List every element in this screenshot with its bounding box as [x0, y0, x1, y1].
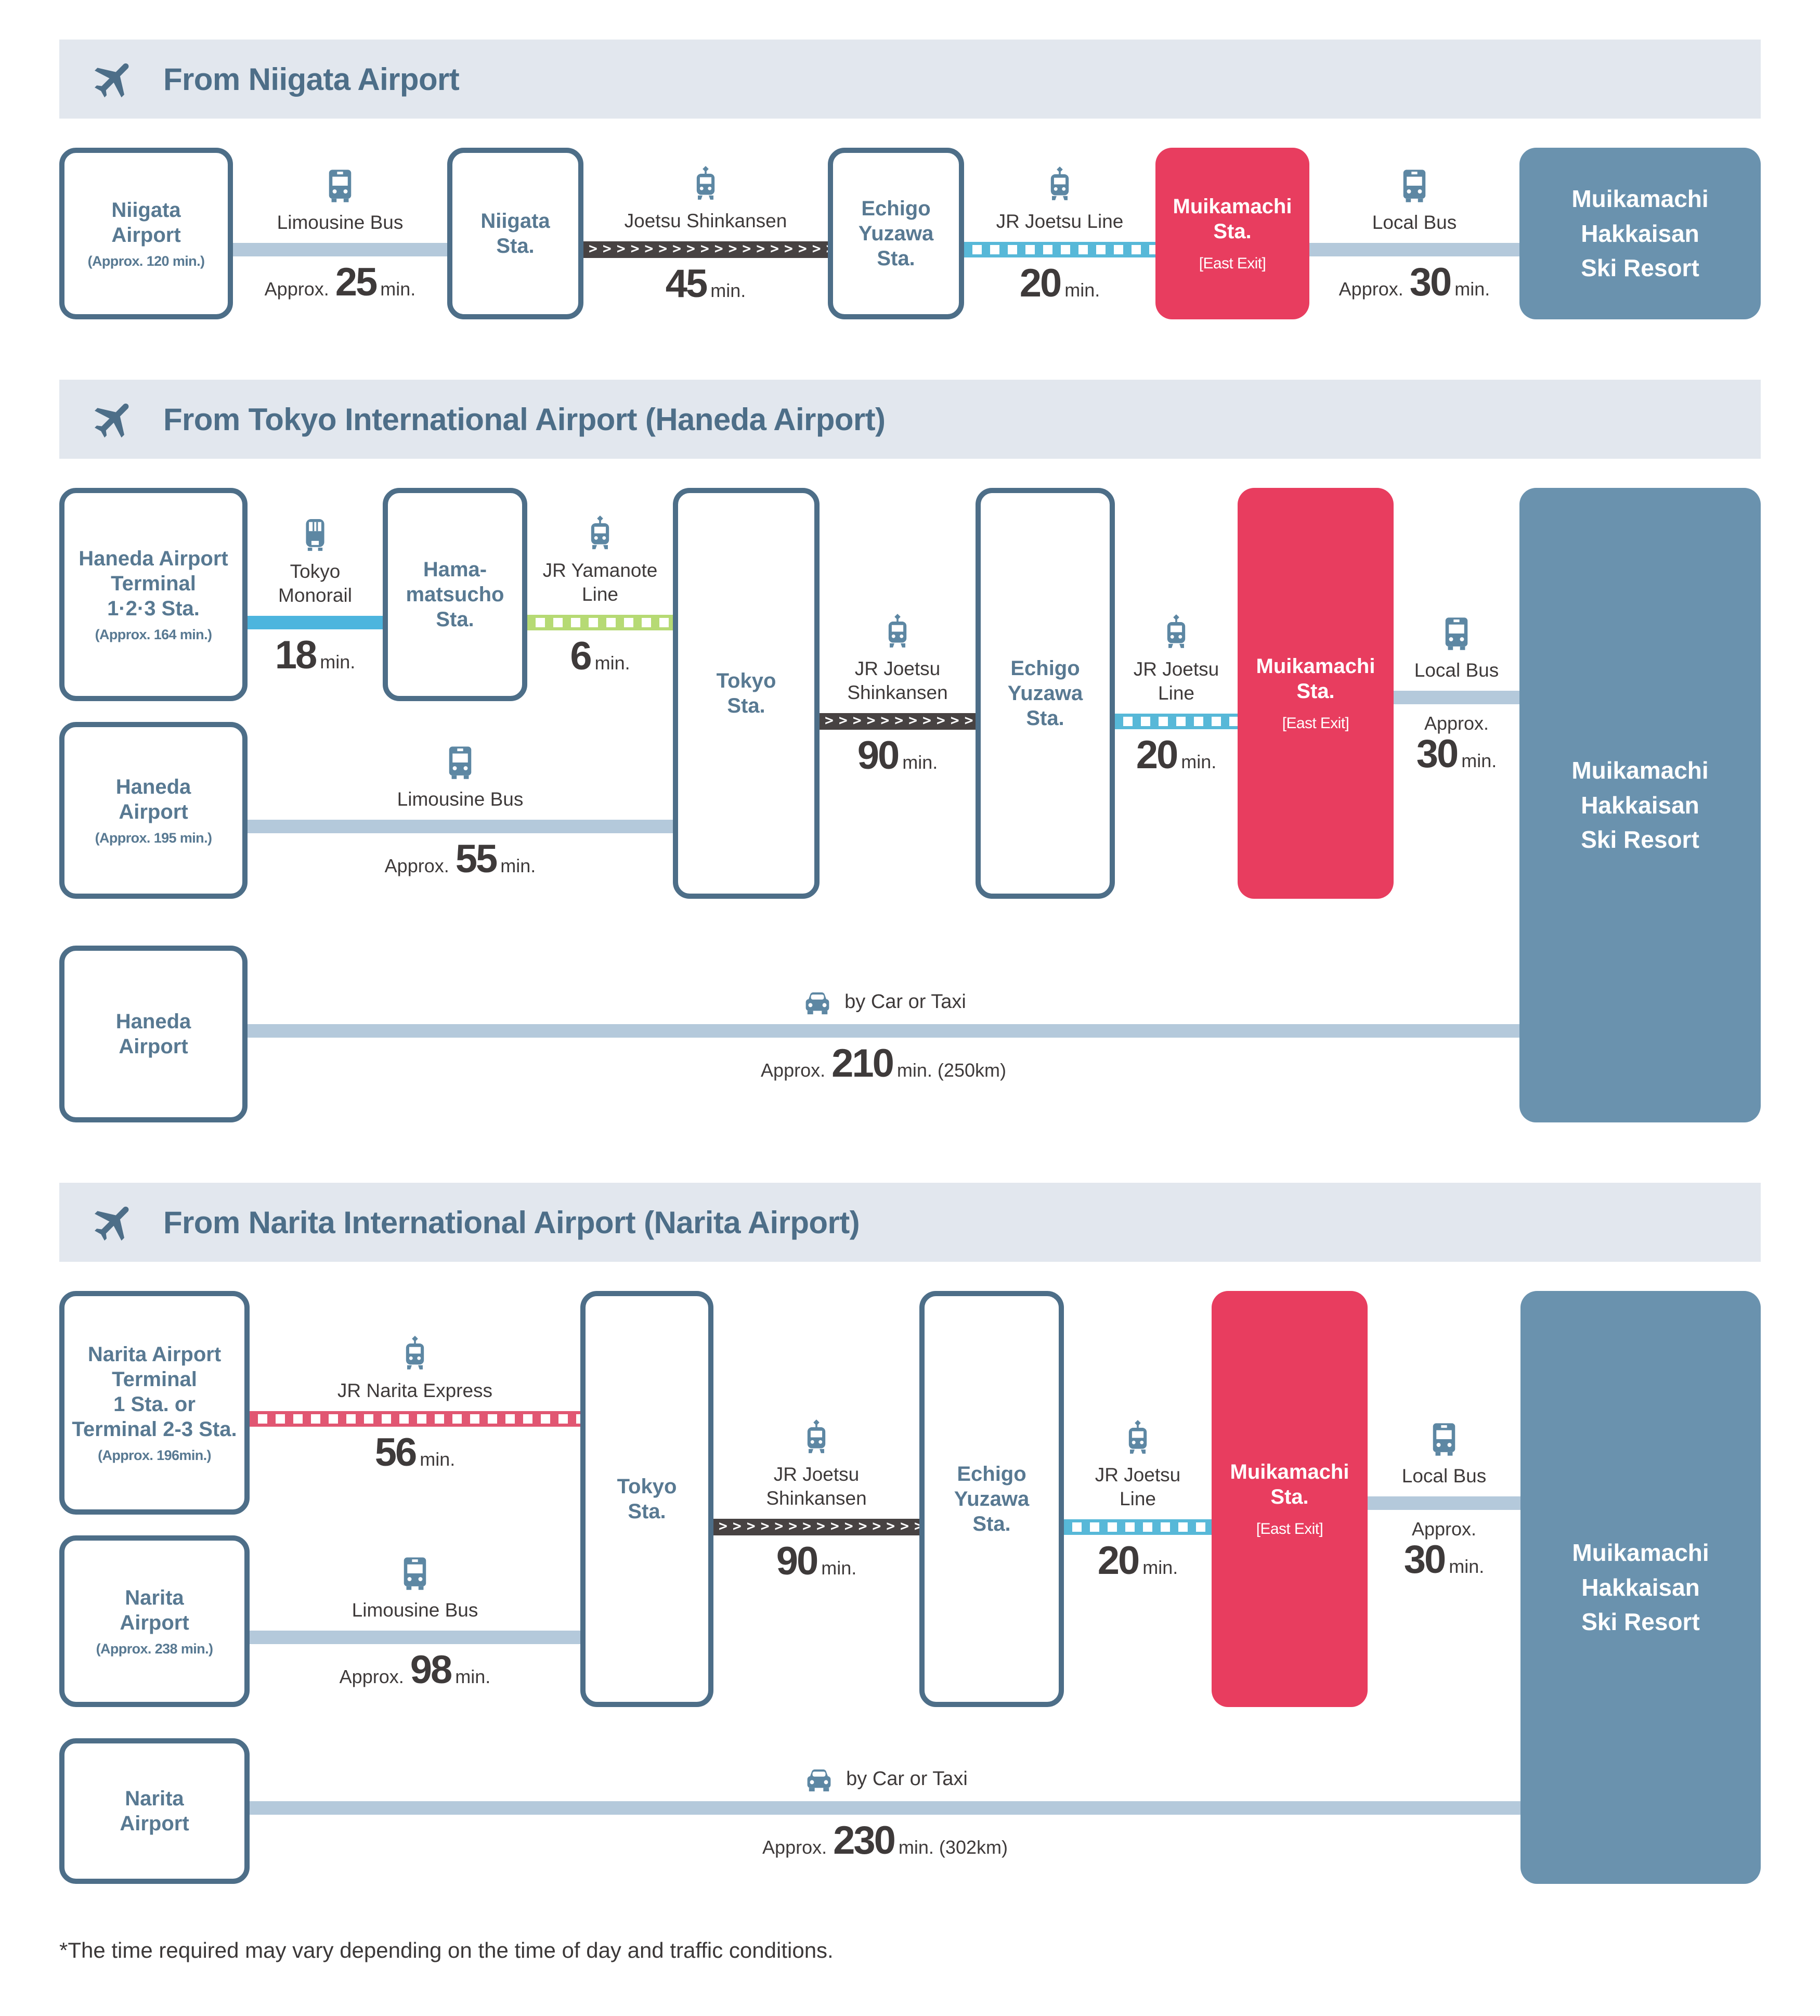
route-line-bus: [1368, 1496, 1520, 1510]
destination-name: Hakkaisan: [1581, 1573, 1700, 1601]
station-name: Sta.: [972, 1513, 1011, 1535]
time-unit: min.: [380, 278, 416, 300]
station-name: Haneda: [115, 775, 191, 798]
time-unit: min.: [455, 1665, 491, 1687]
segment-time: [570, 634, 630, 679]
time-unit: min.: [1454, 278, 1490, 300]
time-approx: Approx.: [761, 1059, 826, 1081]
time-value: 20: [1019, 261, 1061, 305]
station-box-echigo-yuzawa: [828, 148, 964, 319]
segment-local-bus: [1394, 488, 1519, 899]
segment-time: [1019, 261, 1100, 305]
station-note: (Approx. 196min.): [98, 1447, 211, 1463]
airplane-icon: [90, 395, 138, 443]
segment-time: [384, 836, 536, 881]
segment-limousine-bus: [250, 1535, 580, 1707]
time-unit: min.: [710, 279, 746, 301]
station-name: Terminal: [111, 572, 196, 595]
station-box-niigata-sta: [447, 148, 583, 319]
monorail-icon: [297, 516, 333, 553]
segment-time: [665, 261, 746, 306]
section-header: [59, 1183, 1761, 1262]
station-name: Haneda Airport: [79, 547, 228, 570]
time-unit: min.: [902, 752, 938, 773]
time-approx: Approx.: [339, 1665, 404, 1687]
airplane-icon: [90, 55, 138, 103]
segment-label-text: Monorail: [278, 584, 352, 606]
station-name: Sta.: [877, 247, 915, 270]
section-title: From Niigata Airport: [163, 61, 460, 97]
station-name: Niigata: [480, 210, 550, 232]
station-name: Yuzawa: [858, 222, 934, 245]
segment-label-text: Shinkansen: [847, 681, 948, 703]
segment-time: [857, 733, 938, 778]
route-line-narita-express: [250, 1411, 580, 1427]
segment-label: [397, 787, 524, 811]
station-name: Airport: [120, 1812, 189, 1835]
route-line-car: [250, 1801, 1520, 1815]
station-name: Narita: [125, 1787, 184, 1810]
segment-label-text: JR Joetsu: [1095, 1464, 1181, 1485]
station-box-narita-terminal: [59, 1291, 250, 1515]
time-value: 98: [410, 1647, 451, 1692]
station-name: Yuzawa: [954, 1488, 1030, 1510]
route-line-monorail: [248, 616, 383, 629]
segment-label: [1402, 1464, 1487, 1488]
bus-icon: [1397, 167, 1432, 204]
station-name: Haneda: [115, 1010, 191, 1033]
train-icon: [1042, 166, 1077, 203]
station-box-narita-airport: [59, 1535, 250, 1707]
section-from-haneda-airport: [59, 380, 1761, 1122]
station-name: Hama-: [423, 558, 487, 581]
station-name: Terminal 2-3 Sta.: [72, 1417, 237, 1441]
time-value: 25: [335, 260, 376, 304]
segment-label-text: Limousine Bus: [397, 788, 524, 810]
route-line-bus: [1394, 691, 1519, 704]
train-icon: [582, 515, 618, 552]
segment-label: [352, 1598, 478, 1622]
section-from-niigata-airport: [59, 40, 1761, 319]
time-value: 6: [570, 634, 591, 679]
destination-name: Muikamachi: [1571, 756, 1709, 784]
segment-label-text: Line: [582, 583, 618, 605]
segment-label-text: Local Bus: [1414, 659, 1499, 681]
time-approx: Approx.: [1411, 1518, 1477, 1540]
train-icon: [1120, 1419, 1155, 1457]
segment-car-or-taxi: [248, 946, 1519, 1122]
segment-time: [1403, 1518, 1485, 1582]
station-name: Muikamachi: [1256, 655, 1375, 678]
segment-local-bus: [1368, 1291, 1520, 1707]
time-approx: Approx.: [762, 1836, 827, 1858]
station-box-tokyo: [580, 1291, 713, 1707]
segment-label-text: JR Joetsu: [1133, 658, 1219, 680]
station-box-muikamachi: [1155, 148, 1309, 319]
time-unit: min.: [821, 1557, 857, 1579]
station-name: 1 Sta. or: [113, 1392, 196, 1416]
station-name: Sta.: [436, 608, 474, 631]
segment-label-text: Joetsu Shinkansen: [624, 210, 787, 231]
train-icon: [799, 1419, 834, 1456]
segment-jr-narita-express: [250, 1291, 580, 1515]
bus-icon: [322, 167, 358, 204]
segment-label: [1372, 211, 1457, 235]
airplane-icon: [90, 1198, 138, 1246]
segment-time: [1136, 733, 1217, 778]
station-note: [East Exit]: [1282, 715, 1349, 732]
segment-label-text: JR Joetsu: [773, 1463, 860, 1485]
time-value: 56: [374, 1430, 416, 1475]
segment-label: [337, 1379, 492, 1403]
destination-box-ski-resort: [1520, 1291, 1761, 1884]
segment-label-text: by Car or Taxi: [846, 1768, 968, 1790]
segment-label-text: JR Joetsu: [854, 657, 941, 679]
route-line-jr-joetsu: [1115, 714, 1238, 729]
segment-label-text: JR Yamanote: [542, 559, 658, 581]
destination-name: Hakkaisan: [1581, 219, 1699, 247]
segment-label-text: Limousine Bus: [277, 211, 404, 233]
time-value: 210: [831, 1041, 893, 1085]
segment-label-text: Limousine Bus: [352, 1599, 478, 1621]
station-name: Muikamachi: [1230, 1461, 1349, 1483]
time-value: 30: [1409, 260, 1451, 304]
time-approx: Approx.: [264, 278, 329, 300]
time-unit: min.: [1181, 751, 1217, 773]
segment-label-text: Tokyo: [290, 560, 341, 582]
segment-label: [278, 560, 352, 608]
station-note: (Approx. 164 min.): [95, 626, 212, 642]
segment-label-text: JR Narita Express: [337, 1379, 493, 1401]
segment-time: [762, 1818, 1008, 1863]
station-note: (Approx. 120 min.): [87, 253, 205, 269]
station-note: (Approx. 195 min.): [95, 830, 212, 846]
station-box-tokyo: [673, 488, 820, 899]
station-box-muikamachi: [1238, 488, 1394, 899]
station-name: Airport: [111, 223, 181, 247]
time-unit: min.: [500, 855, 536, 876]
segment-label-text: Line: [1120, 1488, 1156, 1509]
destination-box-ski-resort: [1519, 488, 1761, 1122]
segment-label: [802, 1766, 968, 1793]
segment-time: [264, 260, 416, 304]
time-unit: min.: [1064, 279, 1100, 301]
segment-label-text: Local Bus: [1401, 1465, 1487, 1487]
segment-joetsu-shinkansen: [583, 148, 828, 319]
station-name: Echigo: [861, 197, 931, 220]
time-value: 45: [665, 261, 707, 306]
destination-box-ski-resort: [1519, 148, 1761, 319]
destination-name: Hakkaisan: [1581, 791, 1699, 819]
route-line-bus: [250, 1631, 580, 1644]
station-name: Narita Airport: [87, 1342, 222, 1366]
segment-time: [776, 1539, 857, 1584]
route-line-car: [248, 1024, 1519, 1038]
station-name: Echigo: [957, 1463, 1026, 1485]
train-icon: [880, 613, 915, 651]
station-name: Echigo: [1010, 657, 1080, 680]
time-unit: min.: [320, 651, 356, 673]
bus-icon: [397, 1555, 433, 1592]
time-unit: min.: [594, 652, 630, 674]
station-name: Airport: [119, 1035, 188, 1058]
segment-label-text: by Car or Taxi: [844, 991, 966, 1013]
route-diagram: [59, 488, 1761, 1122]
section-title: From Narita International Airport (Narita Airport): [163, 1205, 860, 1240]
segment-label-text: Local Bus: [1372, 211, 1457, 233]
train-icon: [397, 1335, 433, 1373]
destination-name: Ski Resort: [1581, 254, 1699, 282]
station-name: Yuzawa: [1007, 682, 1083, 705]
segment-jr-joetsu-line: [1115, 488, 1238, 899]
segment-time: [1097, 1539, 1178, 1583]
station-note: [East Exit]: [1199, 255, 1266, 272]
bus-icon: [1439, 615, 1474, 652]
destination-name: Muikamachi: [1571, 185, 1709, 212]
footnote: *The time required may vary depending on the time of day and traffic conditions.: [59, 1938, 834, 1962]
segment-label-text: Line: [1158, 682, 1194, 704]
station-name: 1·2·3 Sta.: [107, 597, 200, 620]
station-name: Sta.: [1026, 707, 1064, 730]
section-title: From Tokyo International Airport (Haneda Airport): [163, 402, 886, 437]
segment-label: [1095, 1463, 1181, 1511]
destination-name: Ski Resort: [1581, 1608, 1700, 1636]
station-box-haneda-airport: [59, 946, 248, 1122]
station-box-echigo-yuzawa: [919, 1291, 1064, 1707]
segment-time: [761, 1041, 1006, 1085]
station-name: Sta.: [1270, 1485, 1309, 1508]
time-approx: Approx.: [1338, 278, 1403, 300]
segment-limousine-bus: [248, 722, 673, 899]
segment-jr-yamanote-line: [527, 488, 673, 701]
station-name: Sta.: [1213, 220, 1252, 243]
time-approx: Approx.: [384, 855, 449, 876]
segment-time: [374, 1430, 456, 1475]
segment-label-text: JR Joetsu Line: [996, 210, 1124, 232]
route-diagram: [59, 1291, 1761, 1884]
route-line-shinkansen: [583, 241, 828, 258]
station-box-muikamachi: [1212, 1291, 1368, 1707]
section-from-narita-airport: [59, 1183, 1761, 1884]
route-diagram: [59, 148, 1761, 319]
station-name: Niigata: [111, 198, 181, 222]
station-box-niigata-airport: [59, 148, 233, 319]
train-icon: [1159, 614, 1194, 651]
time-value: 30: [1403, 1537, 1445, 1582]
route-line-jr-joetsu: [1064, 1519, 1212, 1535]
route-line-bus: [248, 820, 673, 833]
station-box-hamamatsucho: [383, 488, 527, 701]
station-box-haneda-airport: [59, 722, 248, 899]
route-line-jr-joetsu: [964, 242, 1155, 257]
station-name: Sta.: [628, 1500, 666, 1523]
car-icon: [802, 1766, 836, 1793]
segment-label: [847, 657, 947, 705]
segment-label: [766, 1463, 866, 1511]
time-value: 20: [1136, 733, 1177, 778]
time-value: 90: [776, 1539, 817, 1584]
station-name: Airport: [119, 800, 188, 823]
time-value: 90: [857, 733, 899, 778]
segment-label-text: Shinkansen: [766, 1487, 867, 1509]
station-name: Sta.: [496, 235, 535, 257]
station-name: Narita: [125, 1586, 184, 1609]
station-name: Airport: [120, 1611, 189, 1634]
station-name: Sta.: [1296, 680, 1335, 703]
segment-tokyo-monorail: [248, 488, 383, 701]
segment-label: [801, 989, 966, 1016]
time-value: 230: [833, 1818, 894, 1863]
section-header: [59, 380, 1761, 459]
time-value: 55: [455, 836, 497, 881]
route-line-shinkansen: [820, 713, 976, 730]
segment-jr-joetsu-shinkansen: [820, 488, 976, 899]
station-name: Tokyo: [617, 1475, 677, 1498]
route-line-shinkansen: [713, 1519, 919, 1535]
section-header: [59, 40, 1761, 119]
station-name: Sta.: [727, 694, 765, 717]
segment-car-or-taxi: [250, 1738, 1520, 1884]
segment-jr-joetsu-line: [964, 148, 1155, 319]
station-name: Tokyo: [716, 669, 776, 692]
segment-local-bus: [1309, 148, 1519, 319]
time-unit: min.: [420, 1448, 456, 1470]
segment-time: [275, 633, 356, 678]
segment-label: [625, 209, 787, 233]
station-box-echigo-yuzawa: [976, 488, 1115, 899]
time-value: 20: [1097, 1539, 1139, 1583]
station-box-haneda-terminal: [59, 488, 248, 701]
segment-jr-joetsu-shinkansen: [713, 1291, 919, 1707]
route-line-bus: [1309, 243, 1519, 256]
station-name: Terminal: [112, 1367, 197, 1391]
segment-time: [1338, 260, 1490, 304]
destination-name: Ski Resort: [1581, 826, 1699, 854]
bus-icon: [443, 744, 478, 781]
segment-label: [277, 211, 404, 235]
time-unit: min. (250km): [896, 1059, 1006, 1081]
segment-limousine-bus: [233, 148, 447, 319]
car-icon: [801, 989, 834, 1016]
route-line-bus: [233, 243, 447, 256]
segment-label: [996, 210, 1124, 234]
destination-name: Muikamachi: [1572, 1539, 1709, 1566]
time-value: 18: [275, 633, 316, 678]
bus-icon: [1426, 1420, 1462, 1458]
station-box-narita-airport: [59, 1738, 250, 1884]
segment-jr-joetsu-line: [1064, 1291, 1212, 1707]
segment-label: [543, 559, 658, 607]
time-unit: min.: [1461, 749, 1497, 771]
segment-time: [339, 1647, 491, 1692]
segment-time: [1416, 712, 1497, 776]
route-line-yamanote: [527, 615, 673, 630]
station-name: Muikamachi: [1173, 195, 1292, 218]
time-unit: min.: [1449, 1555, 1485, 1577]
segment-label: [1414, 658, 1499, 682]
time-unit: min.: [1142, 1557, 1178, 1579]
time-approx: Approx.: [1424, 712, 1489, 734]
station-name: matsucho: [406, 583, 504, 606]
station-note: (Approx. 238 min.): [96, 1640, 213, 1657]
time-unit: min. (302km): [898, 1836, 1008, 1858]
station-note: [East Exit]: [1256, 1520, 1323, 1537]
time-value: 30: [1416, 731, 1458, 776]
train-icon: [688, 165, 723, 203]
segment-label: [1134, 657, 1219, 706]
